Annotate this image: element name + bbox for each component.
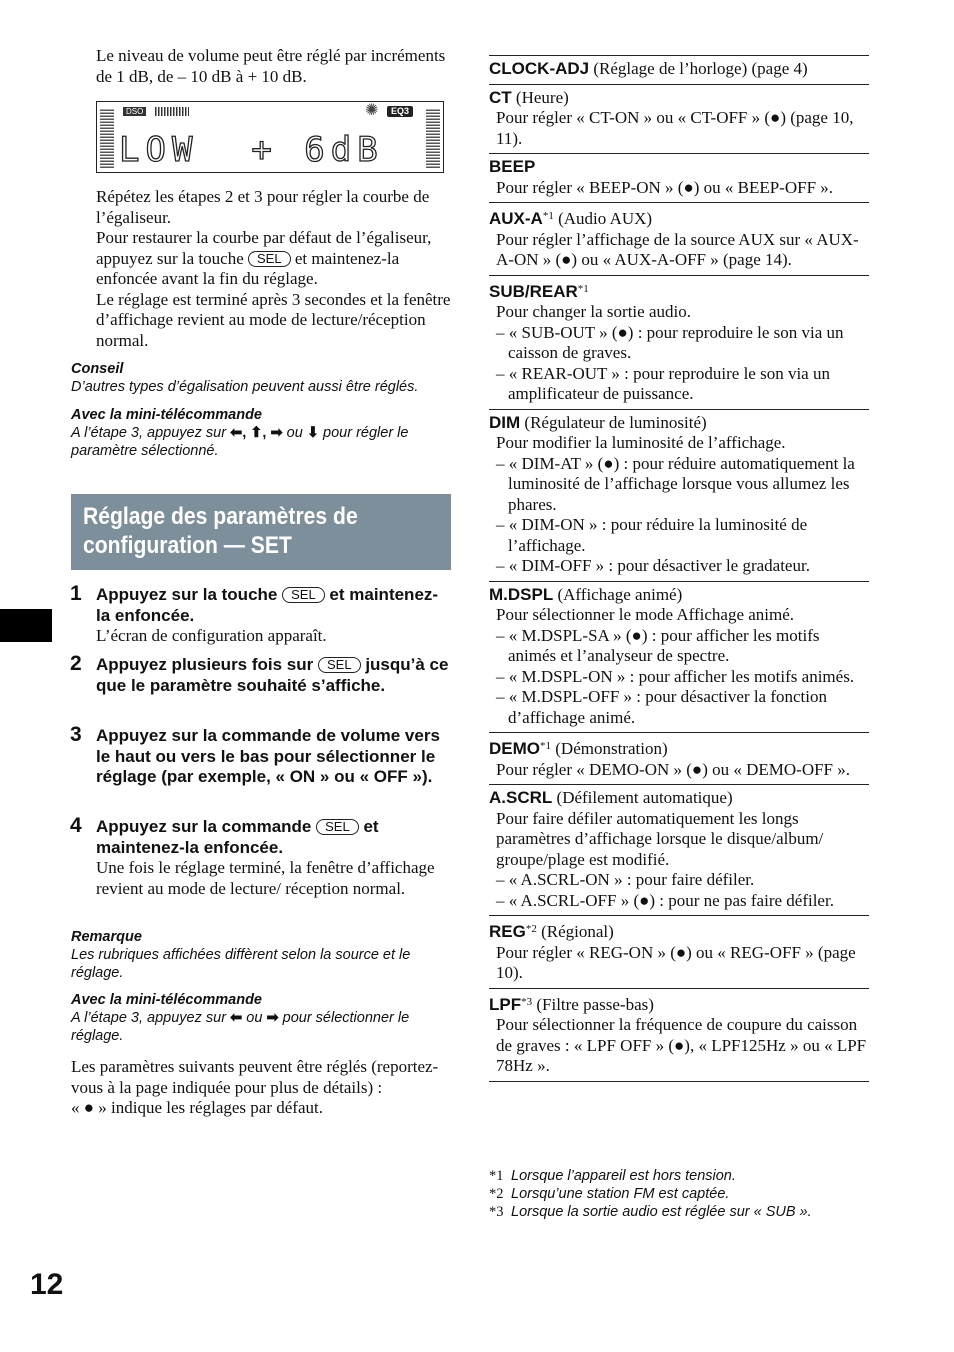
setting-header xyxy=(489,88,869,109)
setting-header xyxy=(489,585,869,606)
setting-row-a-scrl xyxy=(489,784,869,915)
setting-detail: Pour changer la sortie audio. xyxy=(496,302,691,321)
setting-option: – « SUB-OUT » (●) : pour reproduire le son via un caisson de graves. xyxy=(496,322,844,362)
setting-option: – « DIM-OFF » : pour désactiver le gradateur. xyxy=(496,556,810,575)
setting-description-short: (Heure) xyxy=(515,87,569,107)
setting-detail: Pour modifier la luminosité de l’affichage. xyxy=(496,433,786,452)
step-4-subtext: Une fois le réglage terminé, la fenêtre d’affichage revient au mode de lecture/ réception normal. xyxy=(96,858,435,898)
sel-key-icon: SEL xyxy=(282,587,325,603)
setting-detail: Pour régler « DEMO-ON » (●) ou « DEMO-OFF ». xyxy=(496,759,851,779)
arrow-keys-icon: ⬅, ⬆, ➡ xyxy=(230,425,283,441)
setting-header xyxy=(489,279,869,303)
setting-name: SUB/REAR xyxy=(489,281,578,301)
remote-note-2-text: A l’étape 3, appuyez sur ⬅ ou ➡ pour sélectionner le réglage. xyxy=(71,1010,410,1044)
setting-name: REG xyxy=(489,922,526,941)
setting-name: CLOCK-ADJ xyxy=(489,59,590,78)
repeat-steps-text: Répétez les étapes 2 et 3 pour régler la courbe de l’égaliseur. xyxy=(96,187,430,227)
tip-note xyxy=(71,360,456,396)
setting-description-short: (Défilement automatique) xyxy=(556,788,733,807)
setting-name: A.SCRL xyxy=(489,788,553,807)
sel-key-icon: SEL xyxy=(248,251,291,267)
setting-option: – « M.DSPL-OFF » : pour désactiver la fonction d’affichage animé. xyxy=(496,687,827,727)
remote-note-2 xyxy=(71,991,456,1045)
setting-detail: Pour sélectionner la fréquence de coupure du caisson de graves : « LPF OFF » (●), « LPF125Hz » ou « LPF 78Hz ». xyxy=(496,1015,867,1075)
footnote-text: Lorsqu’une station FM est captée. xyxy=(511,1186,730,1202)
setting-name: AUX-A xyxy=(489,209,543,228)
setting-description-short: (Réglage de l’horloge) (page 4) xyxy=(593,59,808,78)
remark-text: Les rubriques affichées diffèrent selon la source et le réglage. xyxy=(71,947,411,981)
lcd-segment-text: LOW + 6dB xyxy=(119,130,384,170)
step-1-subtext: L’écran de configuration apparaît. xyxy=(96,626,327,645)
setting-option: – « A.SCRL-ON » : pour faire défiler. xyxy=(496,870,755,889)
step-1-text: Appuyez sur la touche SEL et maintenez-la enfoncée. xyxy=(96,585,439,625)
setting-header xyxy=(489,157,869,178)
setting-header xyxy=(489,992,869,1016)
setting-footnote-mark: *3 xyxy=(521,995,533,1008)
down-arrow-icon: ⬇ xyxy=(306,425,319,441)
setting-footnote-mark: *1 xyxy=(542,210,554,222)
setting-row-ct xyxy=(489,84,869,154)
setting-row-aux-a xyxy=(489,202,869,275)
setting-row-clock-adj xyxy=(489,55,869,84)
setting-footnote-mark: *1 xyxy=(577,282,589,295)
setting-name: DIM xyxy=(489,412,521,432)
tip-text: D’autres types d’égalisation peuvent aussi être réglés. xyxy=(71,379,419,395)
footnote-text: Lorsque l’appareil est hors tension. xyxy=(511,1168,736,1184)
sel-key-icon: SEL xyxy=(318,657,361,673)
step-1-number: 1 xyxy=(70,582,82,605)
footnote-item xyxy=(489,1185,869,1203)
setting-header xyxy=(489,206,869,230)
footnote-mark: *3 xyxy=(489,1204,504,1220)
page-number: 12 xyxy=(30,1268,64,1301)
setting-header xyxy=(489,413,869,434)
setting-detail: Pour régler l’affichage de la source AUX sur « AUX-A-ON » (●) ou « AUX-A-OFF » (page 14). xyxy=(496,229,859,269)
setting-row-demo xyxy=(489,732,869,784)
lcd-dso-badge: DSO xyxy=(123,107,146,116)
setting-row-beep xyxy=(489,153,869,202)
lcd-eq3-badge: EQ3 xyxy=(387,106,413,117)
setting-footnote-mark: *1 xyxy=(540,740,551,752)
setting-header xyxy=(489,736,869,760)
setting-name: BEEP xyxy=(489,157,536,176)
setting-option: – « REAR-OUT » : pour reproduire le son via un amplificateur de puissance. xyxy=(496,363,830,403)
setting-description-short: (Filtre passe-bas) xyxy=(536,994,654,1014)
settings-table xyxy=(489,55,869,1082)
setting-option: – « DIM-AT » (●) : pour réduire automatiquement la luminosité de l’affichage lorsque vous allumez les phares. xyxy=(496,453,855,514)
right-arrow-icon: ➡ xyxy=(266,1010,279,1026)
setting-row-sub-rear xyxy=(489,275,869,409)
setting-name: M.DSPL xyxy=(489,584,554,604)
setting-row-lpf xyxy=(489,988,869,1082)
setting-row-reg xyxy=(489,915,869,988)
step-4-text: Appuyez sur la commande SEL et maintenez-la enfoncée. xyxy=(96,817,379,857)
step-4-number: 4 xyxy=(70,814,82,837)
setting-description-short: (Régional) xyxy=(541,922,614,941)
remote-note-2-title: Avec la mini-télécommande xyxy=(71,992,262,1008)
setting-header xyxy=(489,59,869,80)
lcd-left-level-bar xyxy=(100,108,114,168)
sel-key-icon: SEL xyxy=(316,819,359,835)
eq-sparkle-icon: ✺ xyxy=(365,102,379,119)
setting-description-short: (Affichage animé) xyxy=(557,584,683,604)
setting-option: – « M.DSPL-SA » (●) : pour afficher les motifs animés et l’analyseur de spectre. xyxy=(496,625,820,665)
setting-footnote-mark: *2 xyxy=(525,923,537,935)
setting-description-short: (Démonstration) xyxy=(555,739,668,758)
lcd-right-level-bar xyxy=(426,108,440,168)
setting-option: – « M.DSPL-ON » : pour afficher les motifs animés. xyxy=(496,666,855,686)
setting-name: CT xyxy=(489,87,512,107)
setting-done-text: Le réglage est terminé après 3 secondes et la fenêtre d’affichage revient au mode de lecture/réception normal. xyxy=(96,289,451,350)
tip-title: Conseil xyxy=(71,361,124,377)
step-3-text: Appuyez sur la commande de volume vers le haut ou vers le bas pour sélectionner le réglage (par exemple, « ON » ou « OFF »). xyxy=(96,726,440,786)
footnote-item xyxy=(489,1203,869,1221)
lcd-display-illustration xyxy=(96,101,444,173)
setting-row-dim xyxy=(489,409,869,581)
remark-title: Remarque xyxy=(71,929,142,945)
setting-option: – « DIM-ON » : pour réduire la luminosité de l’affichage. xyxy=(496,515,808,555)
setting-detail: Pour régler « CT-ON » ou « CT-OFF » (●) (page 10, 11). xyxy=(496,108,854,148)
remote-note-1-title: Avec la mini-télécommande xyxy=(71,407,262,423)
footnote-item xyxy=(489,1167,869,1185)
default-indicator-text: « ● » indique les réglages par défaut. xyxy=(71,1098,323,1117)
remote-note-1 xyxy=(71,406,456,460)
setting-detail: Pour régler « BEEP-ON » (●) ou « BEEP-OFF ». xyxy=(496,177,834,197)
setting-description-short: (Régulateur de luminosité) xyxy=(524,412,707,432)
footnote-mark: *2 xyxy=(489,1186,504,1202)
chapter-side-tab xyxy=(0,609,52,642)
setting-name: DEMO xyxy=(489,739,540,758)
restore-curve-text: Pour restaurer la courbe par défaut de l’égaliseur, appuyez sur la touche SEL et maintenez-la enfoncée avant la fin du réglage. xyxy=(96,228,432,288)
setting-option: – « A.SCRL-OFF » (●) : pour ne pas faire défiler. xyxy=(496,890,834,910)
equalizer-instructions xyxy=(96,187,452,351)
step-2-number: 2 xyxy=(70,652,82,675)
setting-detail: Pour faire défiler automatiquement les longs paramètres d’affichage lorsque le disque/album/ groupe/plage est modifié. xyxy=(496,808,824,869)
footnote-mark: *1 xyxy=(489,1168,504,1184)
setting-description-short: (Audio AUX) xyxy=(558,209,653,228)
volume-intro: Le niveau de volume peut être réglé par incréments de 1 dB, de – 10 dB à + 10 dB. xyxy=(96,46,446,86)
remark-note xyxy=(71,928,456,982)
setting-detail: Pour régler « REG-ON » (●) ou « REG-OFF » (page 10). xyxy=(496,942,856,982)
remote-note-1-text: A l’étape 3, appuyez sur ⬅, ⬆, ➡ ou ⬇ pour régler le paramètre sélectionné. xyxy=(71,425,409,459)
params-intro xyxy=(71,1057,456,1119)
setting-header xyxy=(489,919,869,943)
step-2-text: Appuyez plusieurs fois sur SEL jusqu’à ce que le paramètre souhaité s’affiche. xyxy=(96,655,449,695)
footnotes xyxy=(489,1167,869,1221)
setting-detail: Pour sélectionner le mode Affichage animé. xyxy=(496,605,795,624)
step-3-number: 3 xyxy=(70,723,82,746)
setting-name: LPF xyxy=(489,994,522,1014)
footnote-text: Lorsque la sortie audio est réglée sur « SUB ». xyxy=(511,1204,812,1220)
left-arrow-icon: ⬅ xyxy=(230,1010,243,1026)
lcd-dso-level-bars xyxy=(155,107,189,116)
section-title: Réglage des paramètres de configuration — SET xyxy=(83,503,358,559)
params-text: Les paramètres suivants peuvent être réglés (reportez-vous à la page indiquée pour plus de détails) : xyxy=(71,1057,439,1097)
setting-row-m-dspl xyxy=(489,581,869,733)
section-heading-box xyxy=(71,494,451,570)
setting-header xyxy=(489,788,869,809)
